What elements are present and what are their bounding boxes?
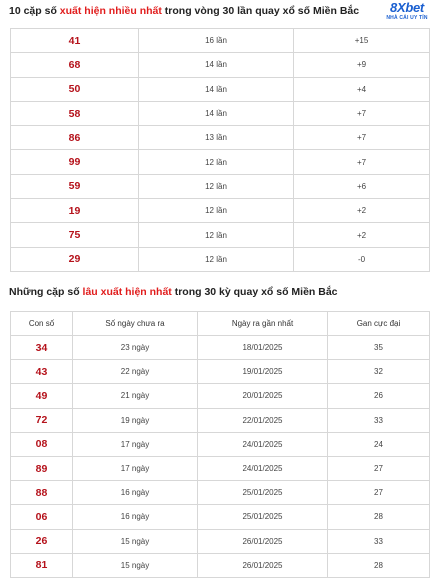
days-absent: 19 ngày <box>73 408 198 432</box>
lottery-number: 41 <box>11 29 139 53</box>
longest-absent-table-body <box>11 336 430 578</box>
lottery-number: 43 <box>11 360 73 384</box>
lottery-number: 75 <box>11 223 139 247</box>
header-number: Con số <box>11 312 73 336</box>
max-gap: 28 <box>328 505 430 529</box>
lottery-number: 81 <box>11 553 73 577</box>
section1-title-post: trong vòng 30 lần quay xổ số Miền Bắc <box>161 5 360 17</box>
days-absent: 16 ngày <box>73 481 198 505</box>
most-frequent-table-body <box>11 29 430 272</box>
most-frequent-table <box>10 28 430 272</box>
lottery-number: 06 <box>11 505 73 529</box>
count-difference: +15 <box>294 29 430 53</box>
last-appearance-date: 25/01/2025 <box>198 481 328 505</box>
last-appearance-date: 26/01/2025 <box>198 553 328 577</box>
lottery-number: 19 <box>11 199 139 223</box>
lottery-number: 89 <box>11 456 73 480</box>
table-row <box>11 29 430 53</box>
count-difference: +2 <box>294 223 430 247</box>
max-gap: 27 <box>328 481 430 505</box>
table-row <box>11 384 430 408</box>
lottery-number: 99 <box>11 150 139 174</box>
lottery-number: 68 <box>11 53 139 77</box>
count-difference: +7 <box>294 101 430 125</box>
lottery-number: 58 <box>11 101 139 125</box>
table-row <box>11 174 430 198</box>
appearance-count: 16 lần <box>139 29 294 53</box>
max-gap: 33 <box>328 529 430 553</box>
brand-logo[interactable] <box>381 1 433 25</box>
max-gap: 26 <box>328 384 430 408</box>
section2-title <box>9 286 338 298</box>
section2-title-pre: Những cặp số <box>9 286 83 298</box>
lottery-number: 29 <box>11 247 139 271</box>
last-appearance-date: 19/01/2025 <box>198 360 328 384</box>
last-appearance-date: 25/01/2025 <box>198 505 328 529</box>
table-row <box>11 481 430 505</box>
table-row <box>11 101 430 125</box>
table-row <box>11 199 430 223</box>
last-appearance-date: 24/01/2025 <box>198 456 328 480</box>
last-appearance-date: 26/01/2025 <box>198 529 328 553</box>
last-appearance-date: 20/01/2025 <box>198 384 328 408</box>
lottery-number: 08 <box>11 432 73 456</box>
lottery-number: 86 <box>11 126 139 150</box>
max-gap: 28 <box>328 553 430 577</box>
days-absent: 21 ngày <box>73 384 198 408</box>
count-difference: +9 <box>294 53 430 77</box>
max-gap: 24 <box>328 432 430 456</box>
table-row <box>11 53 430 77</box>
last-appearance-date: 22/01/2025 <box>198 408 328 432</box>
count-difference: +7 <box>294 126 430 150</box>
table-row <box>11 77 430 101</box>
lottery-number: 26 <box>11 529 73 553</box>
header-last-date: Ngày ra gần nhất <box>198 312 328 336</box>
table-row <box>11 505 430 529</box>
days-absent: 17 ngày <box>73 432 198 456</box>
section1-title <box>9 5 359 17</box>
count-difference: +7 <box>294 150 430 174</box>
table-row <box>11 529 430 553</box>
last-appearance-date: 24/01/2025 <box>198 432 328 456</box>
section2-title-post: trong 30 kỳ quay xổ số Miền Bắc <box>171 286 338 298</box>
lottery-number: 49 <box>11 384 73 408</box>
max-gap: 35 <box>328 336 430 360</box>
appearance-count: 13 lần <box>139 126 294 150</box>
lottery-number: 50 <box>11 77 139 101</box>
appearance-count: 12 lần <box>139 223 294 247</box>
days-absent: 17 ngày <box>73 456 198 480</box>
table-header-row <box>11 312 430 336</box>
days-absent: 15 ngày <box>73 553 198 577</box>
last-appearance-date: 18/01/2025 <box>198 336 328 360</box>
table-row <box>11 126 430 150</box>
appearance-count: 14 lần <box>139 101 294 125</box>
brand-tagline: NHÀ CÁI UY TÍN <box>386 15 428 21</box>
days-absent: 23 ngày <box>73 336 198 360</box>
days-absent: 22 ngày <box>73 360 198 384</box>
count-difference: -0 <box>294 247 430 271</box>
table-row <box>11 456 430 480</box>
appearance-count: 12 lần <box>139 199 294 223</box>
table-row <box>11 223 430 247</box>
appearance-count: 14 lần <box>139 53 294 77</box>
table-row <box>11 336 430 360</box>
count-difference: +4 <box>294 77 430 101</box>
max-gap: 32 <box>328 360 430 384</box>
days-absent: 15 ngày <box>73 529 198 553</box>
table-row <box>11 432 430 456</box>
max-gap: 27 <box>328 456 430 480</box>
max-gap: 33 <box>328 408 430 432</box>
lottery-number: 72 <box>11 408 73 432</box>
appearance-count: 12 lần <box>139 247 294 271</box>
table-row <box>11 247 430 271</box>
longest-absent-table <box>10 311 430 578</box>
lottery-number: 88 <box>11 481 73 505</box>
lottery-number: 59 <box>11 174 139 198</box>
appearance-count: 12 lần <box>139 150 294 174</box>
appearance-count: 12 lần <box>139 174 294 198</box>
brand-logo-text: 8Xbet <box>390 0 424 15</box>
lottery-number: 34 <box>11 336 73 360</box>
table-row <box>11 150 430 174</box>
table-row <box>11 360 430 384</box>
header-days-absent: Số ngày chưa ra <box>73 312 198 336</box>
section2-title-highlight: lâu xuất hiện nhất <box>82 286 172 298</box>
count-difference: +2 <box>294 199 430 223</box>
table-row <box>11 553 430 577</box>
section1-title-pre: 10 cặp số <box>9 5 60 17</box>
table-row <box>11 408 430 432</box>
section1-title-highlight: xuất hiện nhiều nhất <box>59 5 162 17</box>
count-difference: +6 <box>294 174 430 198</box>
days-absent: 16 ngày <box>73 505 198 529</box>
appearance-count: 14 lần <box>139 77 294 101</box>
header-max-gap: Gan cực đại <box>328 312 430 336</box>
